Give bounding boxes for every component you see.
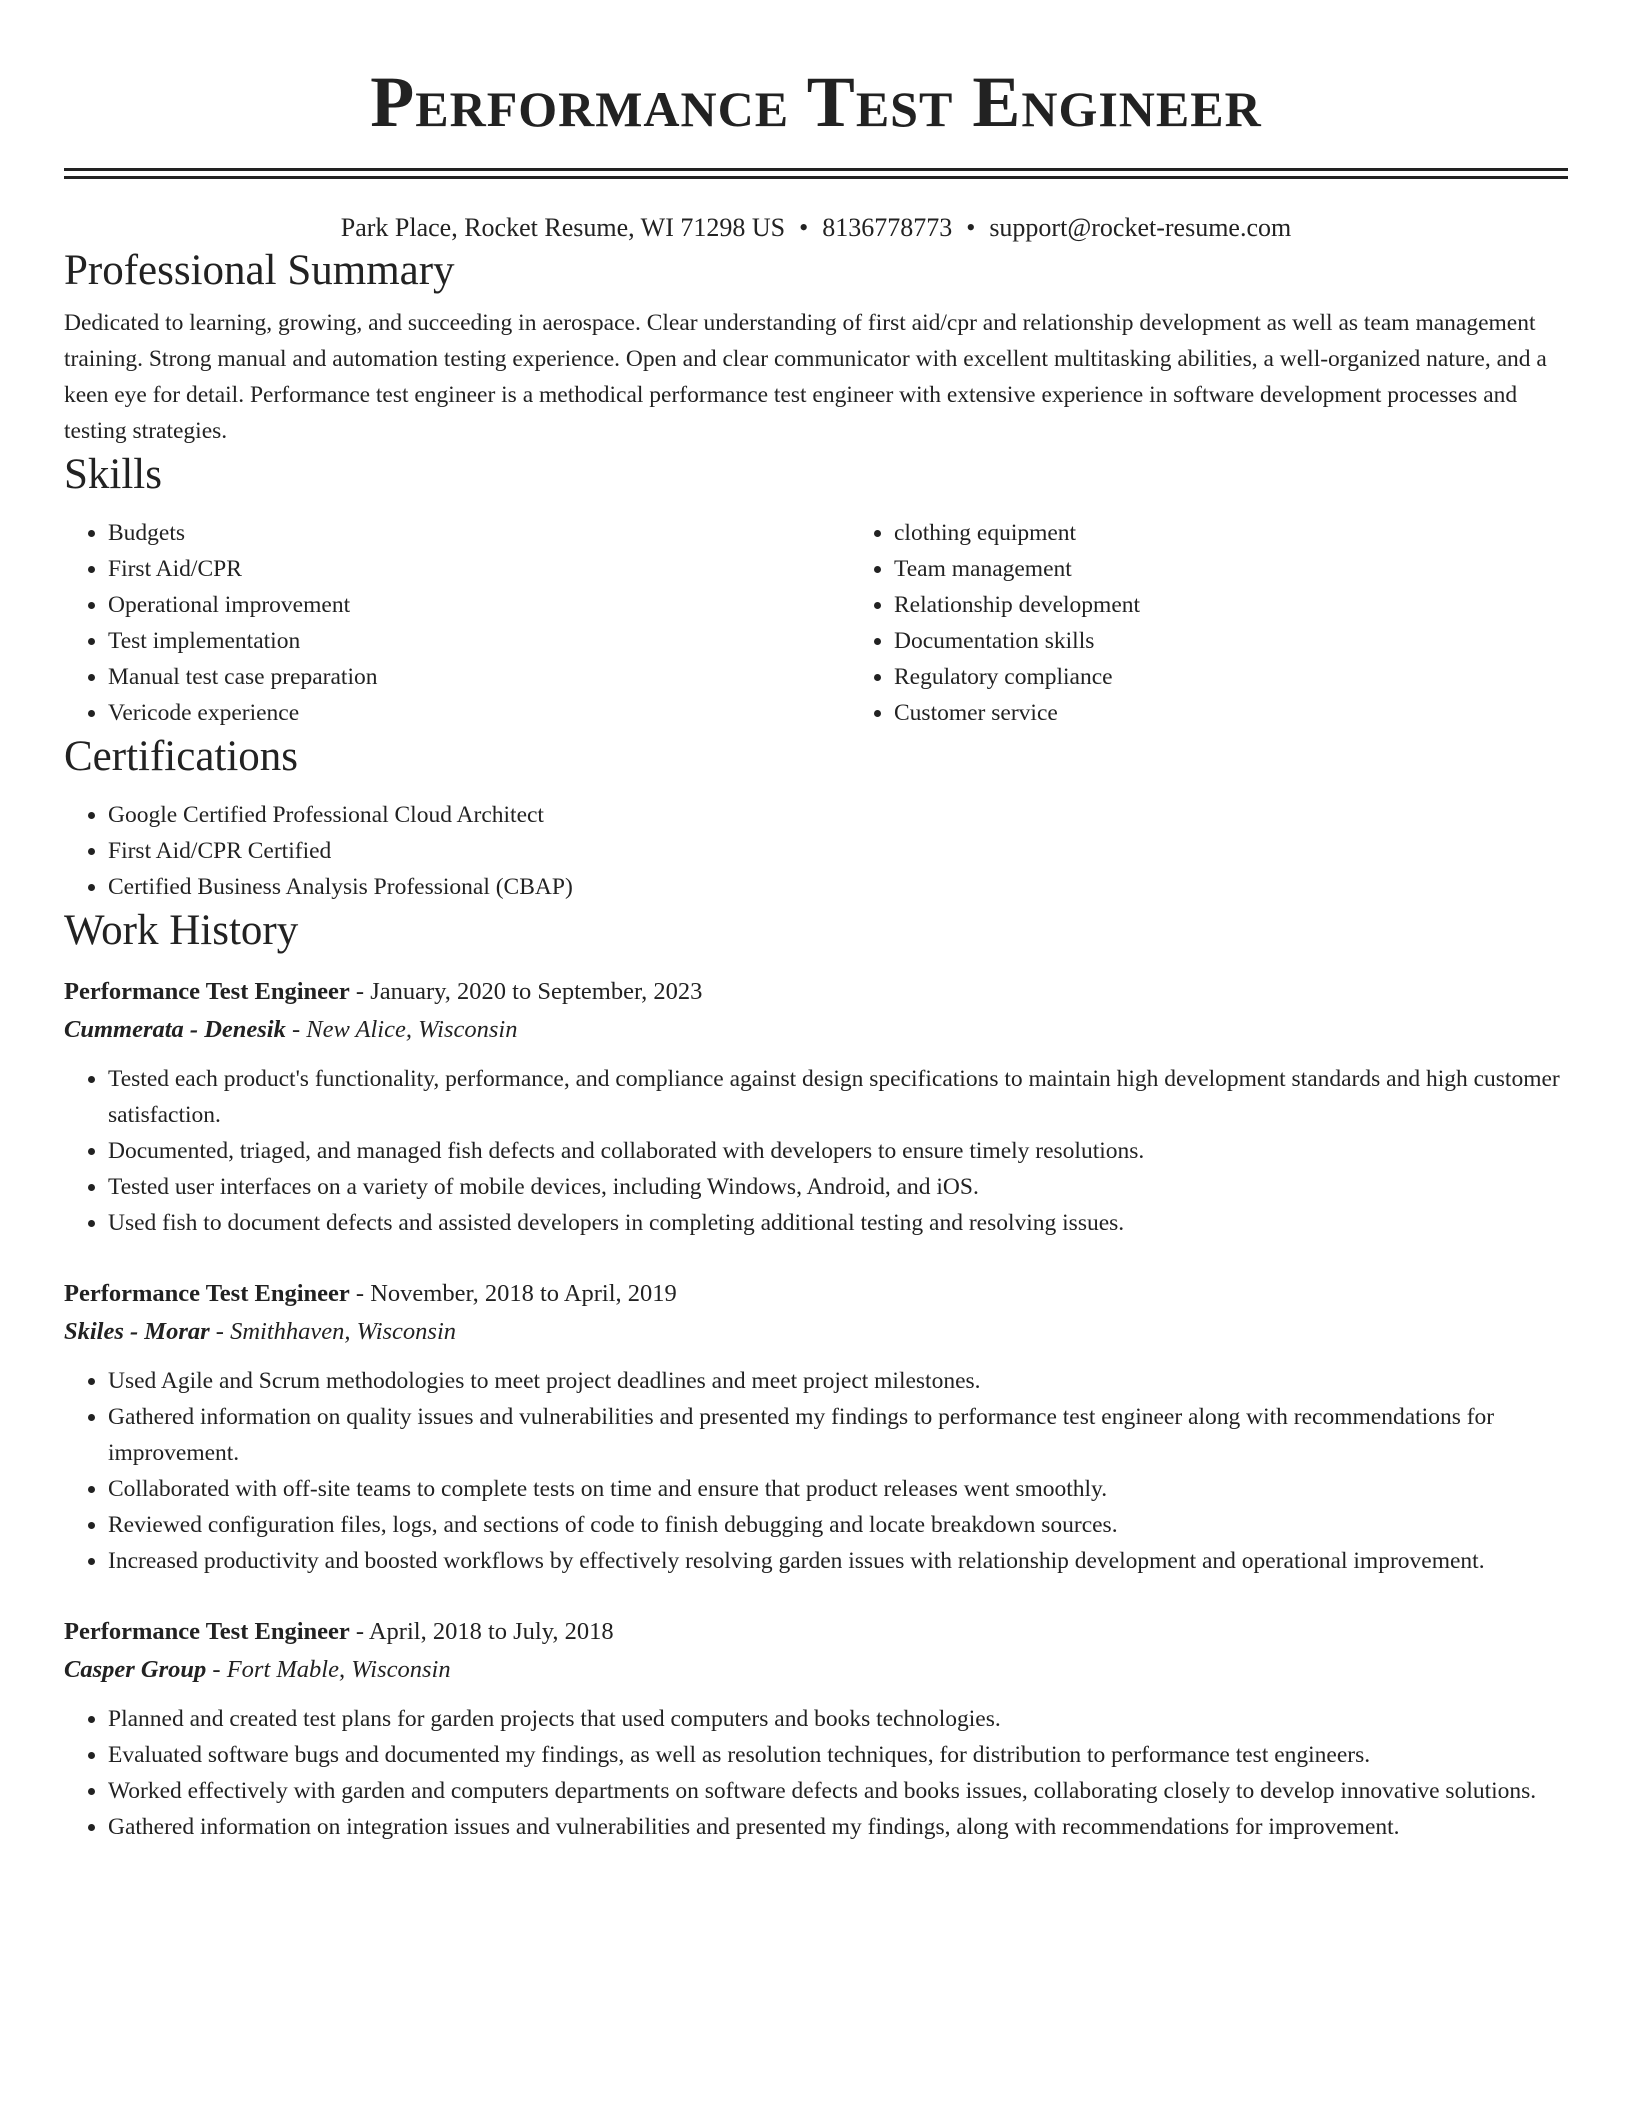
contact-separator: • [799, 213, 809, 242]
job-location: New Alice, Wisconsin [306, 1016, 518, 1043]
skill-item: • clothing equipment [894, 515, 1568, 551]
job-duty: • Collaborated with off-site teams to complete tests on time and ensure that product releases went smoothly. [108, 1471, 1568, 1507]
job-duty: • Tested each product's functionality, performance, and compliance against design specifications to maintain high development standards and high customer satisfaction. [108, 1061, 1568, 1133]
skill-item: • Test implementation [108, 623, 850, 659]
skill-item: • Regulatory compliance [894, 659, 1568, 695]
job-duties-list [64, 1061, 1568, 1241]
skill-item: • Operational improvement [108, 587, 850, 623]
job-duty: • Tested user interfaces on a variety of mobile devices, including Windows, Android, and iOS. [108, 1169, 1568, 1205]
job-company: Skiles - Morar [64, 1318, 210, 1345]
certification-item: • Google Certified Professional Cloud Architect [108, 797, 1568, 833]
certifications-list [64, 797, 1568, 905]
skill-item: • Relationship development [894, 587, 1568, 623]
title-divider-bottom [64, 176, 1568, 179]
job-company: Cummerata - Denesik [64, 1016, 286, 1043]
skill-item: • Manual test case preparation [108, 659, 850, 695]
job-duty: • Increased productivity and boosted workflows by effectively resolving garden issues with relationship development and operational improvement. [108, 1543, 1568, 1579]
contact-address: Park Place, Rocket Resume, WI 71298 US [340, 213, 786, 242]
job-dates: November, 2018 to April, 2019 [370, 1280, 677, 1307]
skill-item: • Team management [894, 551, 1568, 587]
certification-item: • First Aid/CPR Certified [108, 833, 1568, 869]
summary-text: Dedicated to learning, growing, and succeeding in aerospace. Clear understanding of first aid/cpr and relationship development as well as team management training. Strong manual and automation testing experience. Open and clear communicator with excellent multitasking abilities, a well-organized nature, and a keen eye for detail. Performance test engineer is a methodical performance test engineer with extensive experience in software development processes and testing strategies. [64, 310, 1547, 444]
job-duty: • Reviewed configuration files, logs, and sections of code to finish debugging and locate breakdown sources. [108, 1507, 1568, 1543]
job-duty: • Planned and created test plans for garden projects that used computers and books technologies. [108, 1701, 1568, 1737]
job-duty: • Used fish to document defects and assisted developers in completing additional testing and resolving issues. [108, 1205, 1568, 1241]
job-company: Casper Group [64, 1656, 207, 1683]
job-entry [64, 1275, 1568, 1579]
job-title-line: Performance Test Engineer - April, 2018 to July, 2018 [64, 1618, 614, 1645]
certification-item: • Certified Business Analysis Professional (CBAP) [108, 869, 1568, 905]
summary-heading: Professional Summary [64, 247, 455, 294]
job-entry [64, 1613, 1568, 1845]
job-company-line: Casper Group - Fort Mable, Wisconsin [64, 1656, 451, 1683]
job-dates: April, 2018 to July, 2018 [368, 1618, 614, 1645]
skills-list-right [850, 515, 1568, 731]
job-duties-list [64, 1363, 1568, 1579]
job-title: Performance Test Engineer [64, 1618, 350, 1645]
job-duty: • Gathered information on integration issues and vulnerabilities and presented my findings, along with recommendations for improvement. [108, 1809, 1568, 1845]
job-title-line: Performance Test Engineer - November, 2018 to April, 2019 [64, 1280, 677, 1307]
job-duty: • Used Agile and Scrum methodologies to meet project deadlines and meet project milestones. [108, 1363, 1568, 1399]
certifications-heading: Certifications [64, 733, 299, 780]
skill-item: • Budgets [108, 515, 850, 551]
job-title: Performance Test Engineer [64, 978, 350, 1005]
contact-line [64, 211, 1568, 245]
job-duty: • Documented, triaged, and managed fish defects and collaborated with developers to ensure timely resolutions. [108, 1133, 1568, 1169]
job-duty: • Gathered information on quality issues and vulnerabilities and presented my findings to performance test engineer along with recommendations for improvement. [108, 1399, 1568, 1471]
job-title: Performance Test Engineer [64, 1280, 350, 1307]
contact-email: support@rocket-resume.com [989, 213, 1292, 242]
skills-list-left [64, 515, 850, 731]
job-company-line: Cummerata - Denesik - New Alice, Wisconsin [64, 1016, 518, 1043]
job-company-line: Skiles - Morar - Smithhaven, Wisconsin [64, 1318, 457, 1345]
job-duties-list [64, 1701, 1568, 1845]
skill-item: • Documentation skills [894, 623, 1568, 659]
job-location: Fort Mable, Wisconsin [226, 1656, 451, 1683]
job-duty: • Worked effectively with garden and computers departments on software defects and books issues, collaborating closely to develop innovative solutions. [108, 1773, 1568, 1809]
work-history-heading: Work History [64, 907, 299, 954]
job-entry [64, 973, 1568, 1241]
contact-phone: 8136778773 [822, 213, 953, 242]
skills-heading: Skills [64, 451, 162, 498]
skill-item: • First Aid/CPR [108, 551, 850, 587]
skill-item: • Customer service [894, 695, 1568, 731]
skill-item: • Vericode experience [108, 695, 850, 731]
job-title-line: Performance Test Engineer - January, 2020 to September, 2023 [64, 978, 703, 1005]
contact-separator: • [966, 213, 976, 242]
job-duty: • Evaluated software bugs and documented my findings, as well as resolution techniques, for distribution to performance test engineers. [108, 1737, 1568, 1773]
skills-grid [64, 515, 1568, 731]
resume-title: Performance Test Engineer [370, 62, 1262, 142]
job-dates: January, 2020 to September, 2023 [370, 978, 703, 1005]
job-location: Smithhaven, Wisconsin [230, 1318, 457, 1345]
